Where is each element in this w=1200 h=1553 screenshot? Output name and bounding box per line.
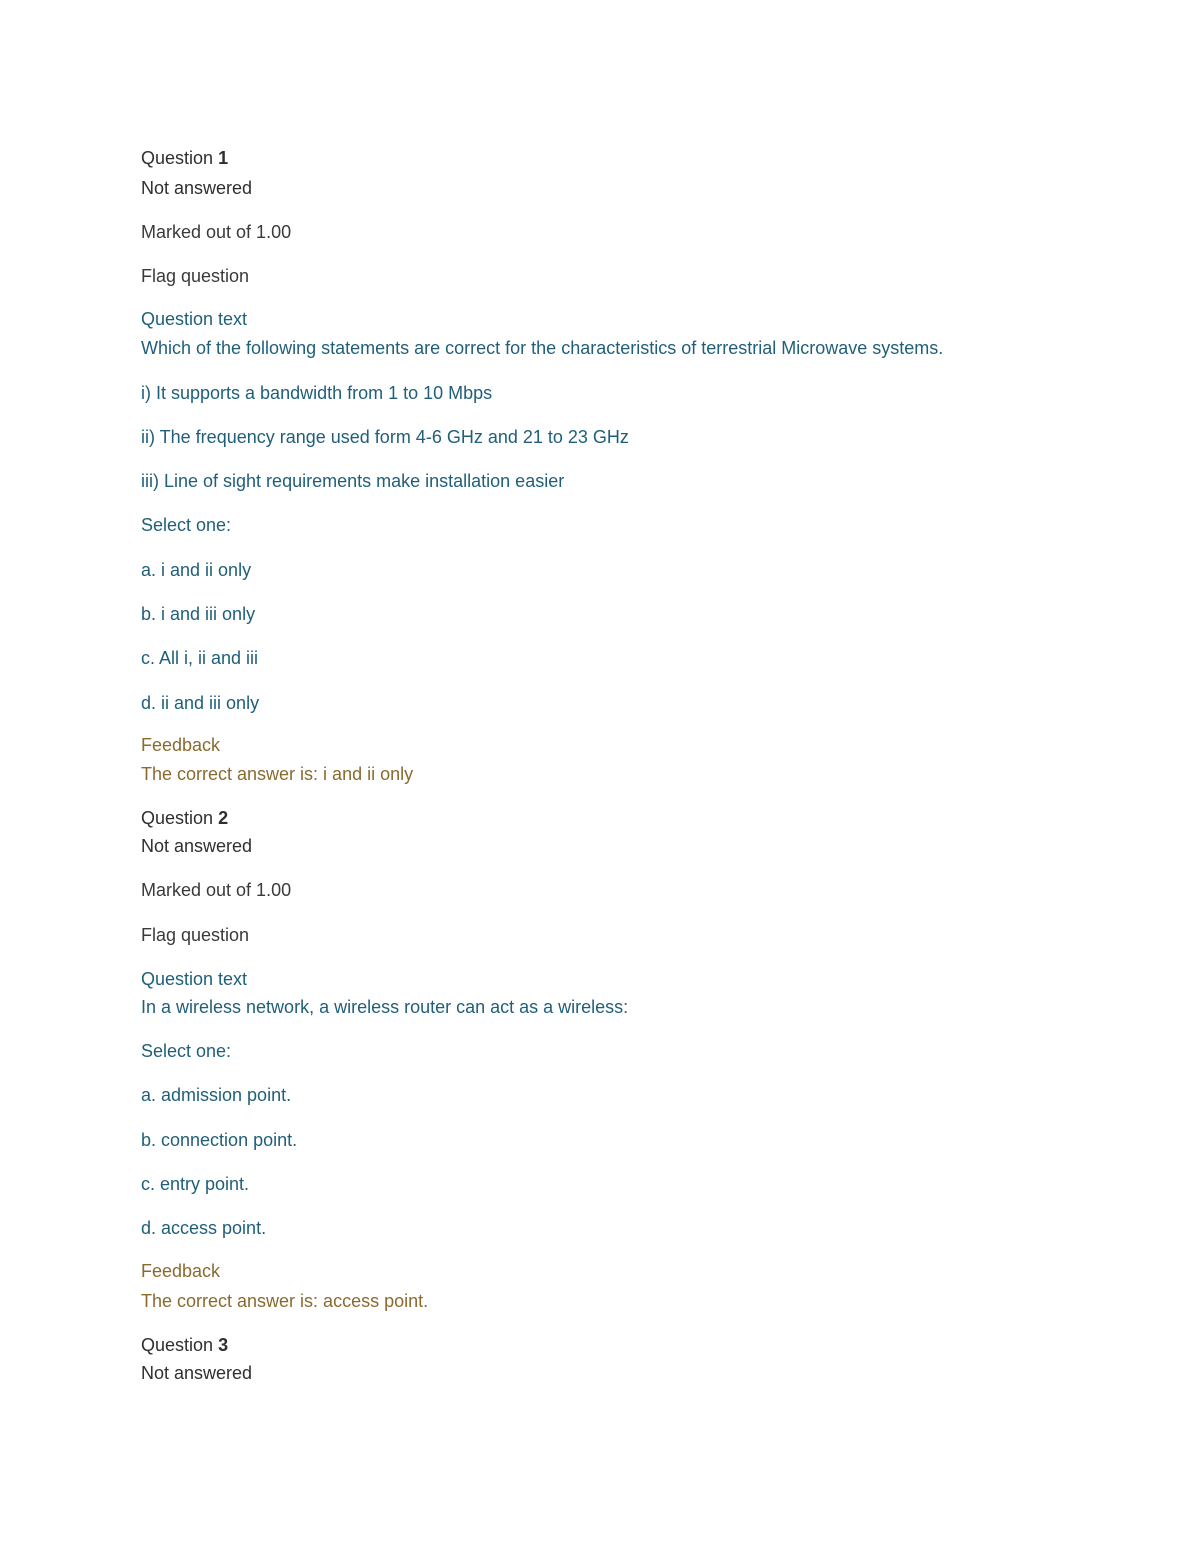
question-1-text: Which of the following statements are correct for the characteristics of terrestrial Microwave systems. [141,338,944,358]
question-2-mark: Marked out of 1.00 [141,880,292,900]
question-2-title [141,807,228,829]
question-2-state: Not answered [141,836,253,856]
question-3-title [141,1334,228,1356]
question-1-statement-3: iii) Line of sight requirements make installation easier [141,471,565,491]
question-1-option-d[interactable]: d. ii and iii only [141,693,260,713]
question-title-prefix: Question [141,808,214,828]
question-2-text: In a wireless network, a wireless router can act as a wireless: [141,997,629,1017]
question-3-state: Not answered [141,1363,253,1383]
question-1-title [141,147,228,169]
question-2-option-d[interactable]: d. access point. [141,1218,267,1238]
question-2-text-label: Question text [141,969,248,989]
question-1-option-a[interactable]: a. i and ii only [141,560,252,580]
question-1-statement-1: i) It supports a bandwidth from 1 to 10 Mbps [141,383,493,403]
question-title-prefix: Question [141,1335,214,1355]
question-2-flag-link[interactable]: Flag question [141,925,250,945]
question-2-feedback-label: Feedback [141,1261,221,1281]
question-title-prefix: Question [141,148,214,168]
question-number: 3 [218,1335,229,1355]
question-1-select-label: Select one: [141,515,232,535]
question-1-feedback: The correct answer is: i and ii only [141,764,414,784]
question-1-option-c[interactable]: c. All i, ii and iii [141,648,259,668]
question-1-state: Not answered [141,178,253,198]
question-1-statement-2: ii) The frequency range used form 4-6 GHz and 21 to 23 GHz [141,427,629,447]
question-1-feedback-label: Feedback [141,735,221,755]
question-number: 1 [218,148,229,168]
question-1-mark: Marked out of 1.00 [141,222,292,242]
question-number: 2 [218,808,229,828]
question-2-select-label: Select one: [141,1041,232,1061]
question-1-text-label: Question text [141,309,248,329]
question-1-flag-link[interactable]: Flag question [141,266,250,286]
question-2-option-a[interactable]: a. admission point. [141,1085,292,1105]
question-1-option-b[interactable]: b. i and iii only [141,604,256,624]
question-2-feedback: The correct answer is: access point. [141,1291,429,1311]
question-2-option-c[interactable]: c. entry point. [141,1174,250,1194]
question-2-option-b[interactable]: b. connection point. [141,1130,298,1150]
